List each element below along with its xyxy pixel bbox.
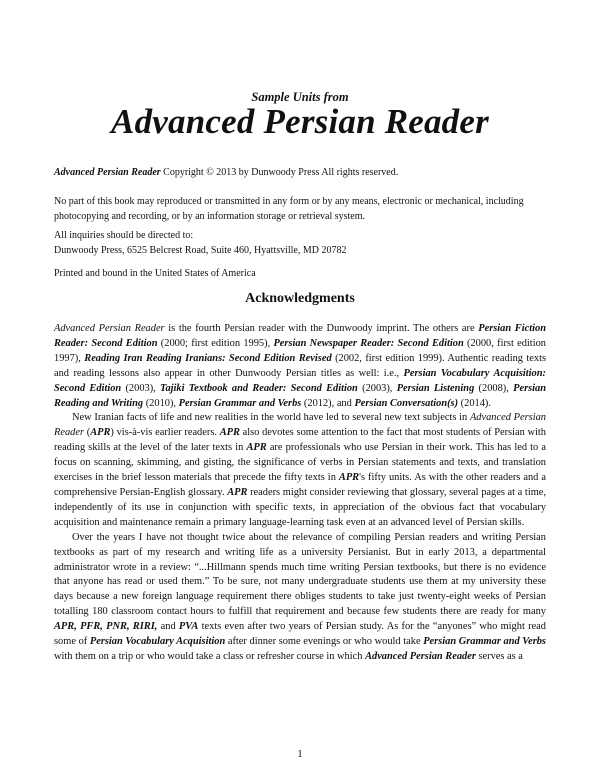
body-text-run: 's fifty units. As with the other readers and a comprehensive Persian-English glossary. [54, 472, 546, 498]
emphasis-text: PVA [178, 621, 199, 633]
emphasis-text: Persian Grammar and Verbs [178, 397, 302, 409]
emphasis-text: Persian Vocabulary Acquisition [89, 636, 226, 648]
printed-notice: Printed and bound in the United States of America [54, 268, 256, 279]
emphasis-text: APR [90, 427, 111, 439]
acknowledgments-body [54, 322, 546, 665]
paragraph-3 [54, 531, 546, 665]
emphasis-text: APR [227, 486, 248, 498]
emphasis-text: Tajiki Textbook and Reader: Second Edition [160, 382, 358, 394]
body-text-run: is the fourth Persian reader with the Dunwoody imprint. The others are [164, 323, 479, 334]
body-text-run: (2003), [357, 382, 397, 394]
body-text-run: (2000, first edition 1997), [54, 337, 546, 364]
emphasis-text: Persian Listening [396, 382, 475, 394]
body-text-run: with them on a trip or who would take a class or refresher course in which [54, 650, 366, 662]
emphasis-text: Advanced Persian Reader [365, 650, 476, 662]
inquiries-address: Dunwoody Press, 6525 Belcrest Road, Suite 460, Hyattsville, MD 20782 [54, 245, 347, 256]
copyright-book-title: Advanced Persian Reader [54, 167, 161, 178]
body-text-run: also devotes some attention to the fact that most students of Persian with reading skills at the level of the later texts in [54, 427, 546, 454]
emphasis-text: Persian Reading and Writing [54, 382, 547, 409]
emphasis-text: Persian Newspaper Reader: Second Edition [273, 337, 464, 349]
paragraph-1 [54, 322, 546, 411]
page-number: 1 [297, 748, 303, 760]
copyright-line [54, 167, 398, 178]
emphasis-text: Persian Grammar and Verbs [423, 636, 546, 648]
emphasis-text: Persian Vocabulary Acquisition: Second Edition [54, 367, 546, 394]
body-text-run: after dinner some evenings or who would take [225, 636, 424, 648]
emphasis-text: Advanced Persian Reader [54, 412, 546, 439]
body-text-run: Over the years I have not thought twice about the relevance of compiling Persian readers and writing Persian textbooks as part of my research and writing life as a university Persianist. But in early 2013, a departmental administrator wrote in a review: “...Hillmann spends much time writing Persian textbooks, but there is no evidence that anyone has read or used them.” To be sure, not many undergraduate students use them at my university these days because a new foreign language requirement there obliges students to take just twenty-eight weeks of Persian totalling 180 classroom contact hours to fulfill that requirement and because few students there are ready for many [54, 531, 546, 618]
paragraph-2 [54, 411, 546, 530]
emphasis-text: Reading Iran Reading Iranians: Second Edition Revised [84, 352, 332, 364]
inquiries-line-1: All inquiries should be directed to: [54, 230, 194, 241]
page-title: Advanced Persian Reader [111, 102, 489, 141]
emphasis-text: APR [219, 427, 240, 439]
body-text-run: (2010), [143, 397, 179, 409]
emphasis-text: Advanced Persian Reader [54, 323, 165, 334]
body-text-run: (2000; first edition 1995), [157, 337, 274, 349]
body-text-run: (2008), [474, 382, 514, 394]
body-text-run: New Iranian facts of life and new realities in the world have led to several new text subjects in [72, 412, 470, 424]
subtitle: Sample Units from [251, 90, 349, 104]
emphasis-text: APR, PFR, PNR, RIRI, [54, 621, 158, 633]
rights-notice: No part of this book may reproduced or transmitted in any form or by any means, electronic or mechanical, including photocopying and recording, or by an information storage or retrieval system. [54, 196, 524, 222]
acknowledgments-heading: Acknowledgments [245, 291, 355, 306]
body-text-run: are professionals who use Persian in their work. This has led to a focus on scanning, skimming, and gisting, the significance of verbs in Persian statements and texts, and translation exercises in the brief lesson materials that precede the fifty texts in [54, 442, 546, 484]
emphasis-text: APR [246, 442, 267, 454]
body-text-run: and [157, 621, 179, 633]
body-text-run: (2014). [458, 397, 491, 409]
inquiries [54, 228, 549, 258]
body-text-run: readers might consider reviewing that glossary, several pages at a time, independently of its use in conjunction with specific texts, in appreciation of the obvious fact that vocabulary acquisition and maintenance remain a primary language-learning task even at an advanced level of Persian skills. [54, 486, 546, 528]
emphasis-text: Persian Fiction Reader: Second Edition [54, 323, 546, 349]
body-text-run: (2002, first edition 1999). Authentic reading texts and reading lessons also appear in other Dunwoody Persian titles as well: i.e., [54, 352, 547, 379]
emphasis-text: Persian Conversation(s) [354, 397, 459, 409]
body-text-run: ( [84, 427, 91, 439]
body-text-run: (2012), and [301, 397, 355, 409]
copyright-text: Copyright © 2013 by Dunwoody Press All rights reserved. [163, 167, 399, 178]
body-text-run: ) vis-à-vis earlier readers. [110, 427, 220, 439]
emphasis-text: APR [338, 472, 360, 484]
body-text-run: serves as a [475, 650, 523, 662]
body-text-run: (2003), [121, 382, 161, 394]
body-text-run: texts even after two years of Persian study. As for the “anyones” who might read some of [54, 621, 546, 648]
